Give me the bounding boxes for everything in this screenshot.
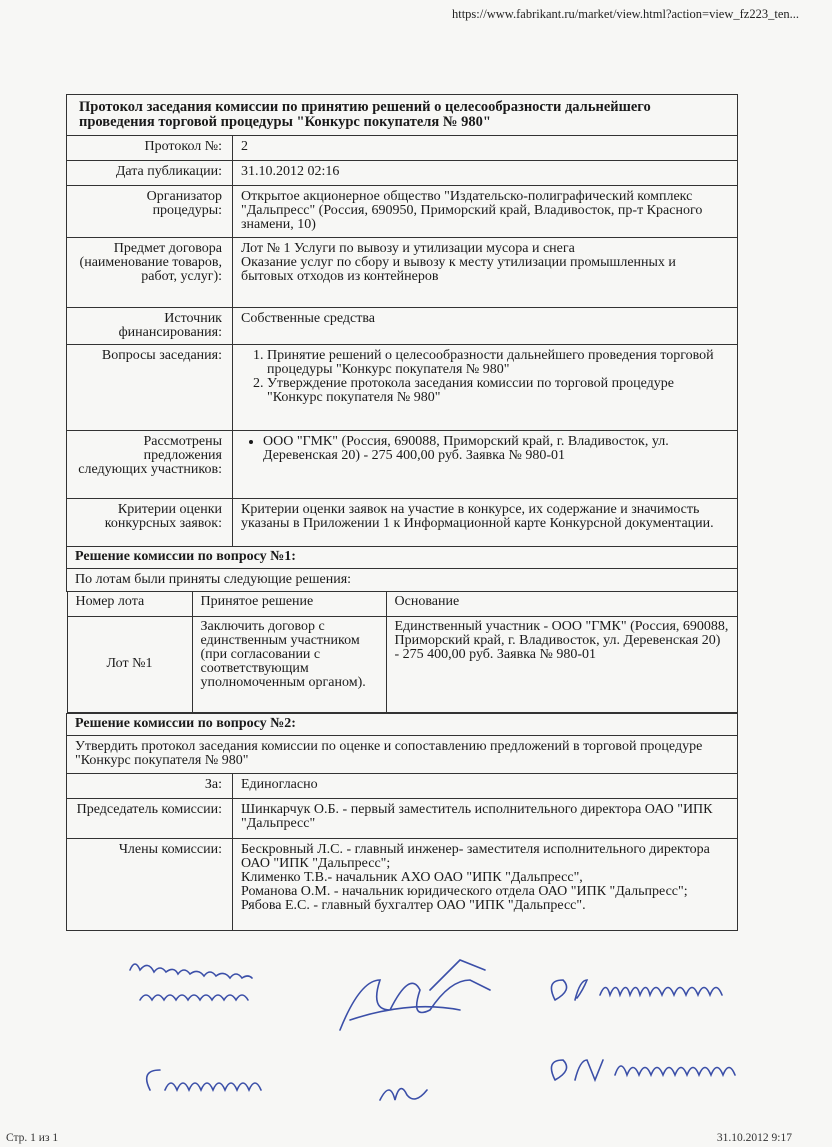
- protocol-no-value: 2: [233, 136, 738, 161]
- decision2-heading: Решение комиссии по вопросу №2:: [67, 713, 738, 735]
- lots-header-decision: Принятое решение: [192, 592, 386, 616]
- protocol-title: Протокол заседания комиссии по принятию решений о целесообразности дальнейшего проведения торговой процедуры "Конкурс покупателя № 980": [67, 95, 738, 136]
- chair-value: Шинкарчук О.Б. - первый заместитель исполнительного директора ОАО "ИПК "Дальпресс": [233, 798, 738, 838]
- lot-basis: Единственный участник - ООО "ГМК" (Россия, 690088, Приморский край, г. Владивосток, ул. Деревенская 20) - 275 400,00 руб. Заявка № 980-01: [386, 616, 737, 712]
- page-url: https://www.fabrikant.ru/market/view.html?action=view_fz223_ten...: [451, 7, 799, 21]
- decision1-intro: По лотам были приняты следующие решения:: [67, 569, 738, 592]
- participants-value: [233, 431, 738, 499]
- members-value: [233, 838, 738, 930]
- criteria-label: Критерии оценки конкурсных заявок:: [67, 499, 233, 547]
- subject-value: [233, 238, 738, 308]
- member-line: Рябова Е.С. - главный бухгалтер ОАО "ИПК "Дальпресс".: [241, 897, 586, 913]
- secretary-signature: [380, 1089, 427, 1100]
- question-item: 1. Принятие решений о целесообразности дальнейшего проведения торговой процедуры "Конкурс покупателя № 980": [267, 349, 729, 377]
- pub-date-value: 31.10.2012 02:16: [233, 161, 738, 186]
- member-line: Романова О.М. - начальник юридического отдела ОАО "ИПК "Дальпресс";: [241, 883, 688, 899]
- member-line: Бескровный Л.С. - главный инженер- заместителя исполнительного директора ОАО "ИПК "Дальпресс";: [241, 841, 710, 871]
- secretary-title-handwriting: [147, 1070, 261, 1090]
- criteria-value: Критерии оценки заявок на участие в конкурсе, их содержание и значимость указаны в Приложении 1 к Информационной карте Конкурсной документации.: [233, 499, 738, 547]
- chair-name-handwriting: [551, 980, 722, 1000]
- subject-label: Предмет договора (наименование товаров, работ, услуг):: [67, 238, 233, 308]
- subject-description: Оказание услуг по сбору и вывозу к месту утилизации промышленных и бытовых отходов из контейнеров: [241, 255, 676, 284]
- secretary-name-handwriting: [551, 1060, 735, 1080]
- participants-list: [241, 435, 729, 463]
- decision1-heading: Решение комиссии по вопросу №1:: [67, 547, 738, 569]
- member-line: Клименко Т.В.- начальник АХО ОАО "ИПК "Дальпресс",: [241, 869, 583, 885]
- questions-label: Вопросы заседания:: [67, 345, 233, 431]
- page-number: Стр. 1 из 1: [6, 1132, 59, 1144]
- lot-number: Лот №1: [67, 616, 192, 712]
- questions-list: [241, 349, 729, 405]
- funding-value: Собственные средства: [233, 308, 738, 345]
- handwritten-signatures: [0, 950, 832, 1120]
- print-datetime: 31.10.2012 9:17: [716, 1132, 792, 1144]
- participants-label: Рассмотрены предложения следующих участников:: [67, 431, 233, 499]
- participant-item: • ООО "ГМК" (Россия, 690088, Приморский край, г. Владивосток, ул. Деревенская 20) - 275 400,00 руб. Заявка № 980-01: [263, 435, 729, 463]
- protocol-no-label: Протокол №:: [67, 136, 233, 161]
- lots-table: [67, 592, 738, 713]
- lots-header-basis: Основание: [386, 592, 737, 616]
- funding-label: Источник финансирования:: [67, 308, 233, 345]
- decision2-text: Утвердить протокол заседания комиссии по оценке и сопоставлению предложений в торговой процедуре "Конкурс покупателя № 980": [67, 735, 738, 773]
- subject-lot-line: Лот № 1 Услуги по вывозу и утилизации мусора и снега: [241, 241, 575, 256]
- members-label: Члены комиссии:: [67, 838, 233, 930]
- chair-label: Председатель комиссии:: [67, 798, 233, 838]
- vote-label: За:: [67, 773, 233, 798]
- chair-signature: [340, 960, 490, 1030]
- chair-title-handwriting: [130, 964, 252, 1000]
- vote-value: Единогласно: [233, 773, 738, 798]
- organizer-value: Открытое акционерное общество "Издательско-полиграфический комплекс "Дальпресс" (Россия, 690950, Приморский край, Владивосток, пр-т Красного знамени, 10): [233, 186, 738, 238]
- lots-header-number: Номер лота: [67, 592, 192, 616]
- pub-date-label: Дата публикации:: [67, 161, 233, 186]
- question-item: 2. Утверждение протокола заседания комиссии по торговой процедуре "Конкурс покупателя № 980": [267, 377, 729, 405]
- protocol-table: [66, 94, 738, 931]
- lot-decision: Заключить договор с единственным участником (при согласовании с соответствующим уполномоченным органом).: [192, 616, 386, 712]
- questions-value: [233, 345, 738, 431]
- organizer-label: Организатор процедуры:: [67, 186, 233, 238]
